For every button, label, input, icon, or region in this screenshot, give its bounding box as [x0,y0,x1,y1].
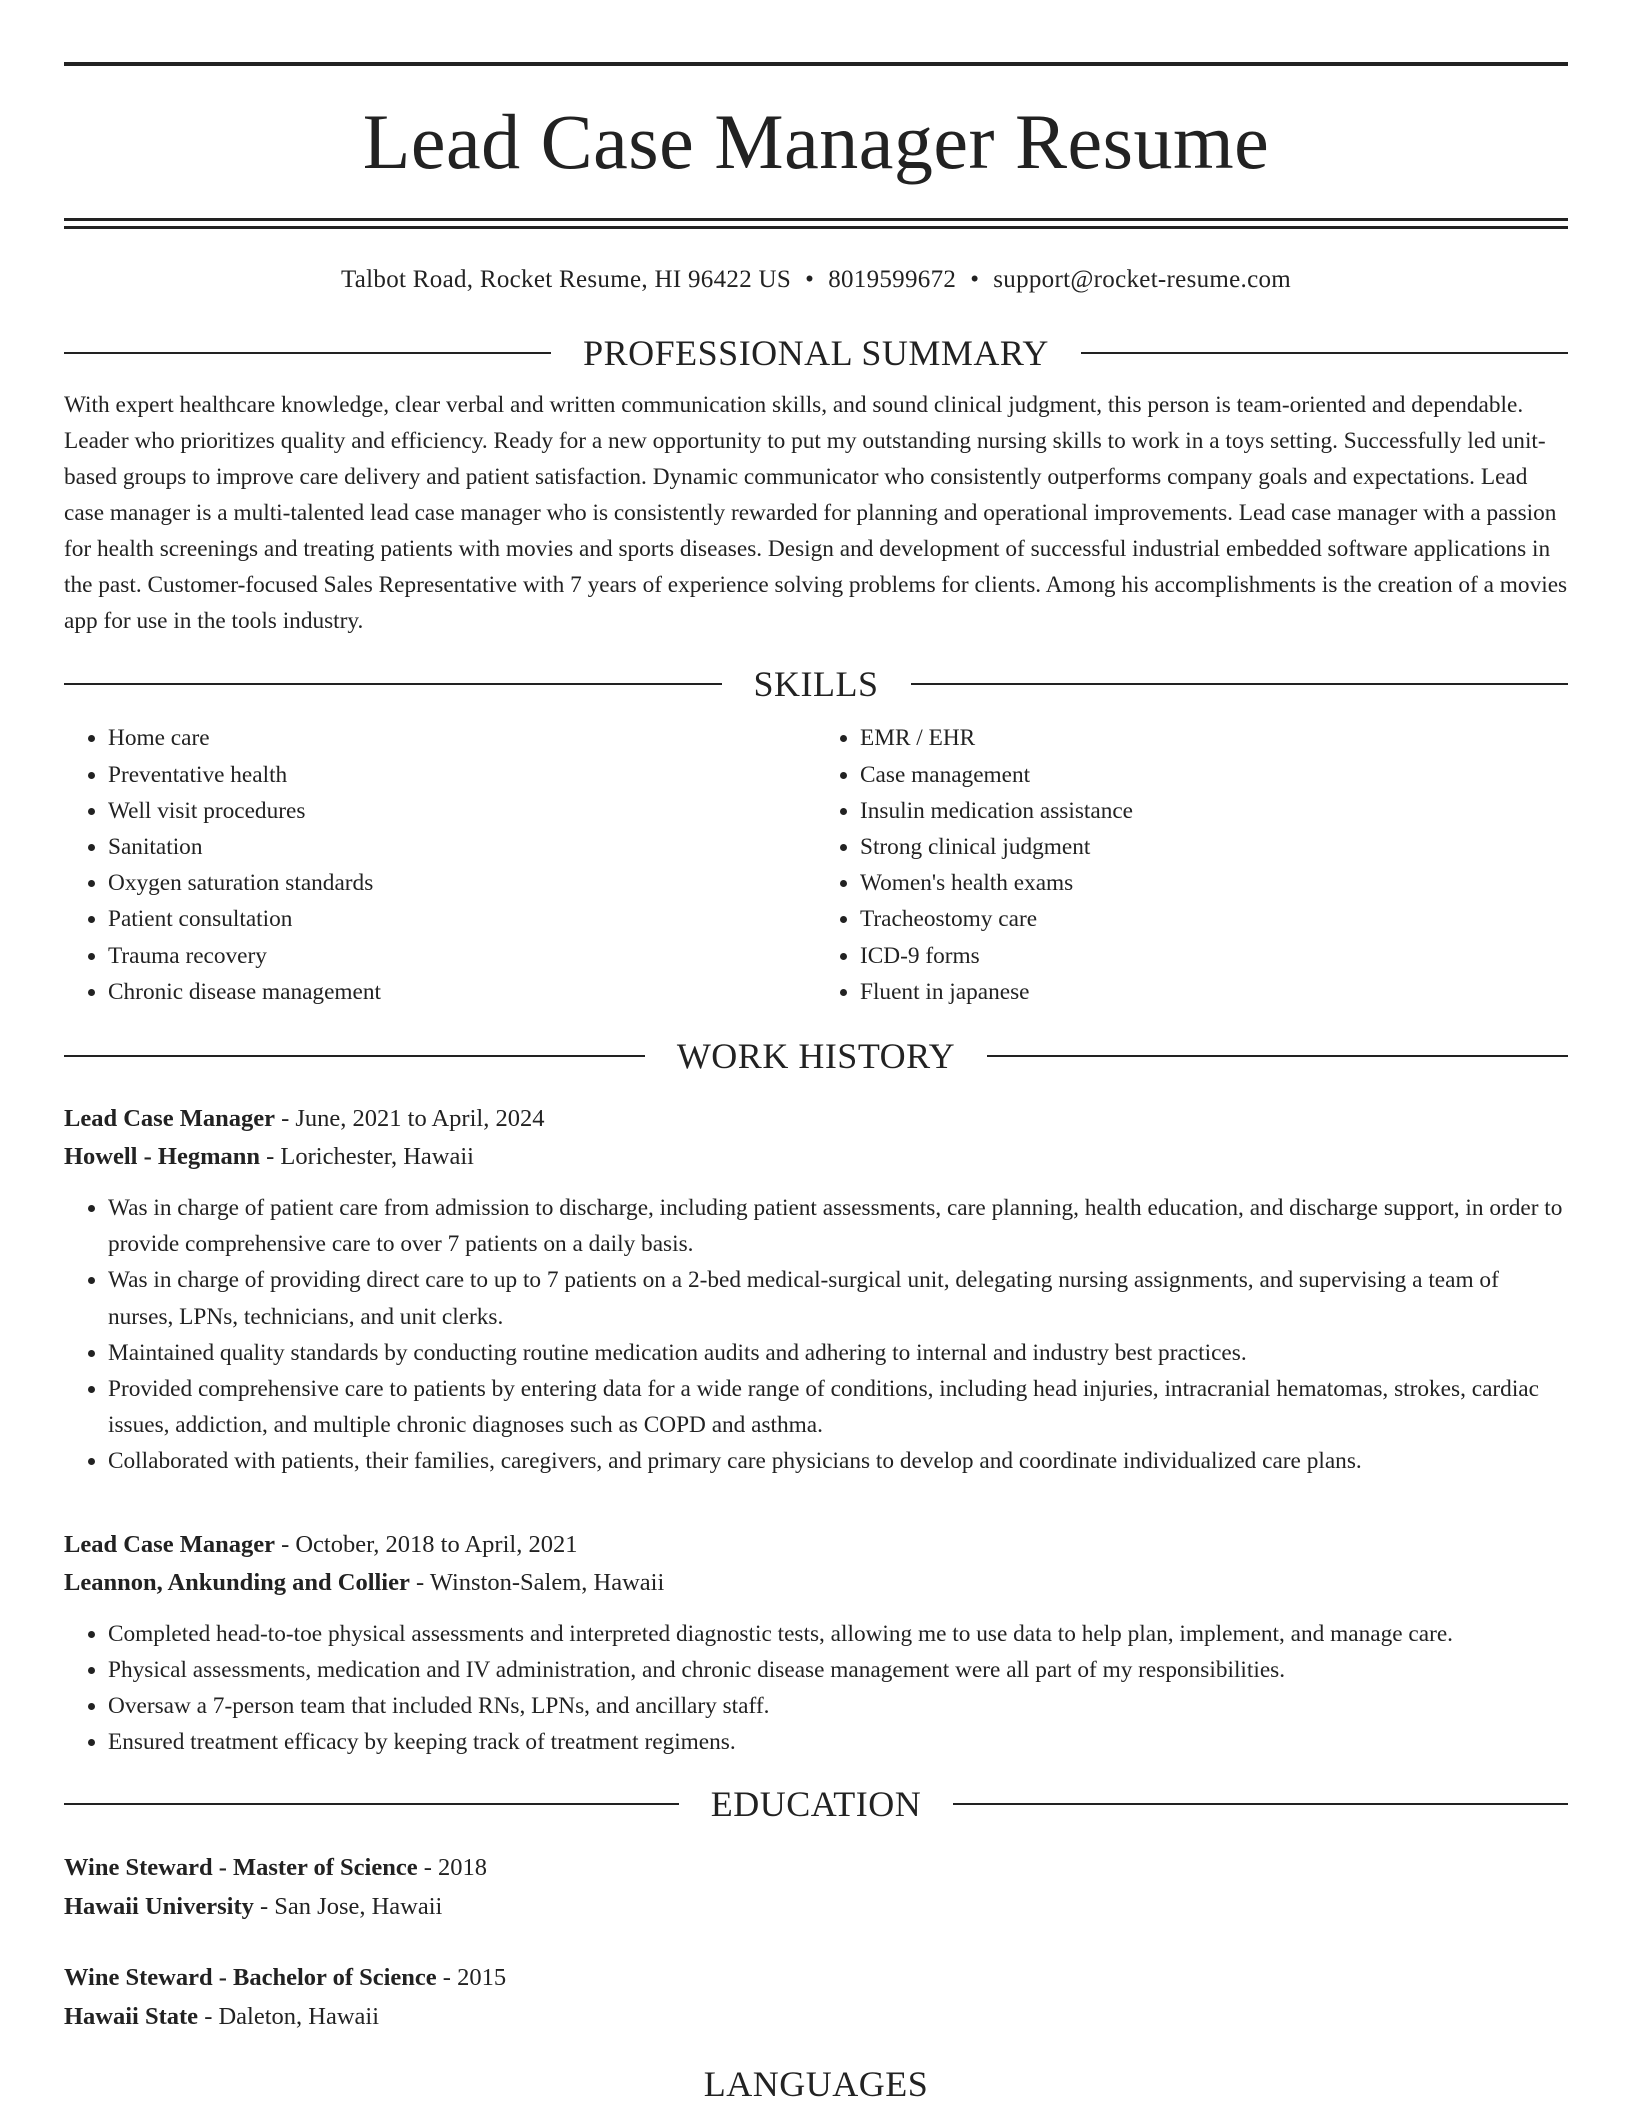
skill-item: • Insulin medication assistance [860,793,1568,829]
skill-item: • Women's health exams [860,865,1568,901]
skill-item: • Sanitation [108,829,816,865]
section-header-education [64,1782,1568,1826]
summary-text: With expert healthcare knowledge, clear verbal and written communication skills, and sound clinical judgment, this person is team-oriented and dependable. Leader who prioritizes quality and efficiency. Ready for a new opportunity to put my outstanding nursing skills to work in a toys setting. Successfully led unit-based groups to improve care delivery and patient satisfaction. Dynamic communicator who consistently outperforms company goals and expectations. Lead case manager is a multi-talented lead case manager who is consistently rewarded for planning and operational improvements. Lead case manager with a passion for health screenings and treating patients with movies and sports diseases. Design and development of successful industrial embedded software applications in the past. Customer-focused Sales Representative with 7 years of experience solving problems for clients. Among his accomplishments is the creation of a movies app for use in the tools industry. [64,392,1568,634]
job-bullet: • Ensured treatment efficacy by keeping track of treatment regimens. [108,1724,1568,1760]
education-school: Hawaii State [64,2003,199,2031]
job-role: Lead Case Manager [64,1530,275,1558]
job-bullets [64,1190,1568,1480]
education-school-line [64,1887,1568,1926]
job-role: Lead Case Manager [64,1104,275,1132]
skill-item: • Strong clinical judgment [860,829,1568,865]
job-bullet: • Maintained quality standards by conducting routine medication audits and adhering to internal and industry best practices. [108,1335,1568,1371]
job-company: Howell - Hegmann [64,1142,260,1170]
skill-item: • Patient consultation [108,901,816,937]
resume-title: Lead Case Manager Resume [362,98,1270,185]
job-bullet: • Collaborated with patients, their families, caregivers, and primary care physicians to develop and coordinate individualized care plans. [108,1443,1568,1479]
job-bullet: • Physical assessments, medication and IV administration, and chronic disease management were all part of my responsibilities. [108,1652,1568,1688]
skill-item: • Trauma recovery [108,938,816,974]
contact-email: support@rocket-resume.com [993,266,1292,293]
skill-item: • Home care [108,720,816,756]
skill-item: • Well visit procedures [108,793,816,829]
job-bullets [64,1616,1568,1761]
section-title: WORK HISTORY [676,1035,956,1076]
job-dates: - June, 2021 to April, 2024 [274,1104,545,1132]
job-bullet: • Completed head-to-toe physical assessments and interpreted diagnostic tests, allowing me to use data to help plan, implement, and manage care. [108,1616,1568,1652]
section-title: EDUCATION [710,1784,922,1825]
education-school-line [64,1997,1568,2036]
education-degree-line [64,1848,1568,1887]
section-header-skills [64,662,1568,706]
job-location: - Winston-Salem, Hawaii [409,1568,665,1596]
education-year: - 2018 [417,1854,488,1882]
section-title: PROFESSIONAL SUMMARY [583,333,1049,373]
section-rule [64,1803,679,1805]
contact-line [64,263,1568,297]
education-location: - Daleton, Hawaii [198,2003,380,2031]
education-degree: Wine Steward - Bachelor of Science [64,1964,437,1992]
work-entry [64,1526,1568,1761]
job-company: Leannon, Ankunding and Collier [64,1568,410,1596]
section-header-work [64,1034,1568,1078]
education-school: Hawaii University [64,1893,254,1921]
section-rule [64,683,722,685]
education-location: - San Jose, Hawaii [253,1893,443,1921]
skills-list [64,720,1568,1010]
job-bullet: • Was in charge of providing direct care to up to 7 patients on a 2-bed medical-surgical unit, delegating nursing assignments, and supervising a team of nurses, LPNs, technicians, and unit clerks. [108,1262,1568,1334]
education-year: - 2015 [436,1964,507,1992]
skills-column-left [64,720,816,1010]
education-degree: Wine Steward - Master of Science [64,1854,418,1882]
job-company-line [64,1138,1568,1176]
section-header-summary [64,331,1568,375]
work-entry [64,1100,1568,1480]
job-company-line [64,1564,1568,1602]
section-rule [987,1055,1568,1057]
education-degree-line [64,1958,1568,1997]
section-rule [953,1803,1568,1805]
skill-item: • ICD-9 forms [860,938,1568,974]
contact-address: Talbot Road, Rocket Resume, HI 96422 US [340,266,792,293]
job-title-line [64,1526,1568,1564]
skills-column-right [816,720,1568,1010]
skill-item: • Chronic disease management [108,974,816,1010]
education-entry [64,1958,1568,2036]
job-bullet: • Provided comprehensive care to patients by entering data for a wide range of conditions, including head injuries, intracranial hematomas, strokes, cardiac issues, addiction, and multiple chronic diagnoses such as COPD and asthma. [108,1371,1568,1443]
section-rule [64,352,551,354]
skill-item: • EMR / EHR [860,720,1568,756]
section-rule [911,683,1569,685]
section-header-languages [64,2062,1568,2106]
contact-separator: • [970,266,980,293]
skill-item: • Fluent in japanese [860,974,1568,1010]
title-double-rule [64,218,1568,229]
job-location: - Lorichester, Hawaii [260,1142,474,1170]
skill-item: • Preventative health [108,757,816,793]
skill-item: • Case management [860,757,1568,793]
job-dates: - October, 2018 to April, 2021 [274,1530,578,1558]
skill-item: • Tracheostomy care [860,901,1568,937]
contact-phone: 8019599672 [828,266,957,293]
section-rule [1081,352,1568,354]
education-entry [64,1848,1568,1926]
section-title: LANGUAGES [703,2064,929,2105]
section-title: SKILLS [753,664,879,705]
section-rule [64,1055,645,1057]
job-title-line [64,1100,1568,1138]
job-bullet: • Oversaw a 7-person team that included RNs, LPNs, and ancillary staff. [108,1688,1568,1724]
job-bullet: • Was in charge of patient care from admission to discharge, including patient assessments, care planning, health education, and discharge support, in order to provide comprehensive care to over 7 patients on a daily basis. [108,1190,1568,1262]
top-rule [64,62,1568,66]
skill-item: • Oxygen saturation standards [108,865,816,901]
contact-separator: • [805,266,815,293]
